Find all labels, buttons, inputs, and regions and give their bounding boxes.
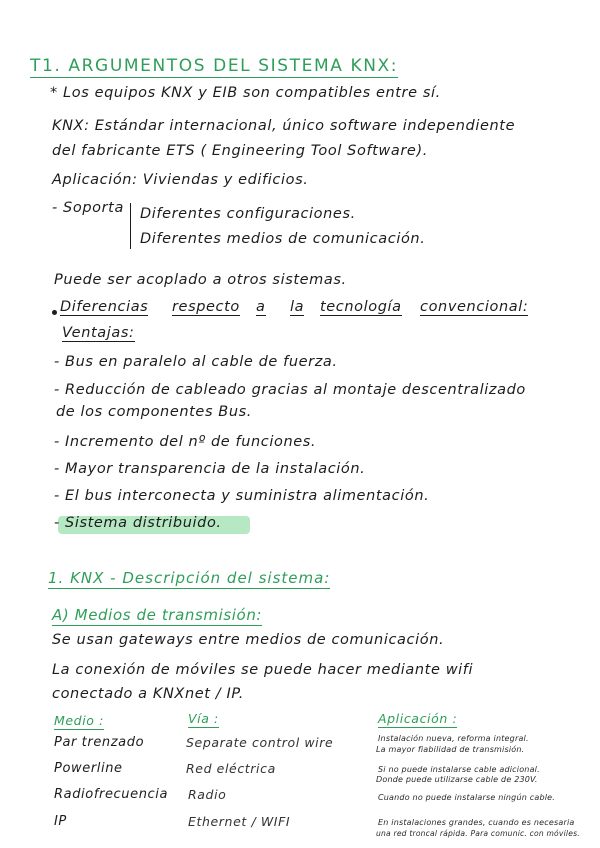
diferencias-word: respecto (172, 299, 240, 315)
table-cell-aplicacion: una red troncal rápida. Para comunic. con móviles. (376, 829, 580, 838)
ventaja-item-highlighted: - Sistema distribuido. (54, 515, 222, 531)
soporta-item: Diferentes medios de comunicación. (140, 231, 426, 247)
table-cell-aplicacion: Cuando no puede instalarse ningún cable. (378, 793, 556, 802)
ventajas-label: Ventajas: (62, 325, 135, 341)
table-cell-aplicacion: Instalación nueva, reforma integral. (378, 734, 529, 743)
table-cell-medio: Par trenzado (54, 735, 145, 750)
soporta-label: - Soporta (52, 200, 124, 216)
table-cell-aplicacion: Donde puede utilizarse cable de 230V. (376, 775, 538, 784)
intro-line-1: * Los equipos KNX y EIB son compatibles entre sí. (50, 85, 441, 101)
table-cell-via: Separate control wire (186, 735, 334, 750)
page-title: T1. ARGUMENTOS DEL SISTEMA KNX: (30, 56, 399, 76)
ventaja-item: - Reducción de cableado gracias al montaje descentralizado (54, 382, 526, 398)
table-cell-medio: Radiofrecuencia (54, 787, 169, 802)
diferencias-word: a (256, 299, 266, 315)
table-cell-medio: Powerline (54, 761, 123, 776)
intro-line-2a: KNX: Estándar internacional, único software independiente (52, 118, 516, 134)
table-header-medio: Medio : (54, 713, 104, 728)
section-line-2b: conectado a KNXnet / IP. (52, 686, 244, 702)
bullet-dot (52, 310, 57, 315)
ventaja-item: - Bus en paralelo al cable de fuerza. (54, 354, 338, 370)
table-cell-aplicacion: La mayor fiabilidad de transmisión. (376, 745, 525, 754)
diferencias-word: tecnología (320, 299, 402, 315)
table-header-aplicacion: Aplicación : (378, 711, 458, 726)
table-cell-via: Ethernet / WIFI (188, 814, 291, 829)
table-cell-via: Red eléctrica (186, 761, 276, 776)
intro-line-4: Puede ser acoplado a otros sistemas. (54, 272, 347, 288)
table-cell-via: Radio (188, 787, 227, 802)
table-cell-medio: IP (54, 814, 67, 829)
diferencias-word: convencional: (420, 299, 529, 315)
diferencias-word: Diferencias (60, 299, 149, 315)
section-line-2a: La conexión de móviles se puede hacer mediante wifi (52, 662, 474, 678)
ventaja-item: - Incremento del nº de funciones. (54, 434, 317, 450)
intro-line-3: Aplicación: Viviendas y edificios. (52, 172, 309, 188)
ventaja-item: - Mayor transparencia de la instalación. (54, 461, 366, 477)
section-line-1: Se usan gateways entre medios de comunicación. (52, 632, 445, 648)
ventaja-item: de los componentes Bus. (56, 404, 253, 420)
diferencias-word: la (290, 299, 305, 315)
intro-line-2b: del fabricante ETS ( Engineering Tool Software). (52, 143, 428, 159)
section-subheading: A) Medios de transmisión: (52, 606, 263, 624)
table-cell-aplicacion: Si no puede instalarse cable adicional. (378, 765, 540, 774)
table-header-via: Vía : (188, 711, 219, 726)
section-heading: 1. KNX - Descripción del sistema: (48, 569, 331, 587)
ventaja-item: - El bus interconecta y suministra alimentación. (54, 488, 430, 504)
table-cell-aplicacion: En instalaciones grandes, cuando es necesaria (378, 818, 575, 827)
soporta-brace (130, 203, 134, 249)
soporta-item: Diferentes configuraciones. (140, 206, 356, 222)
